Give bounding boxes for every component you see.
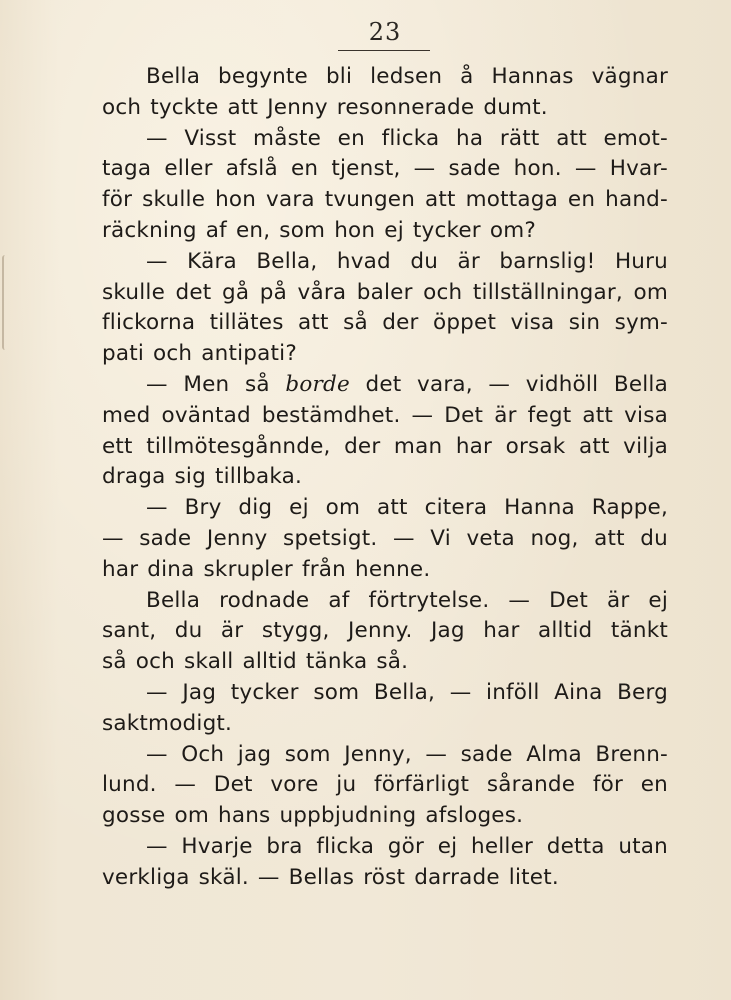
text-line: har dina skrupler från henne. [102, 556, 431, 582]
binding-edge [2, 255, 10, 350]
text-line: sant, du är stygg, Jenny. Jag har alltid tänkt [102, 618, 668, 644]
text-line: — Hvarje bra flicka gör ej heller detta utan [146, 833, 668, 859]
text-line: — Jag tycker som Bella, — inföll Aina Berg [146, 679, 668, 705]
emphasized-word: borde [285, 371, 350, 397]
text-line: — Och jag som Jenny, — sade Alma Brenn- [146, 741, 668, 767]
text-line: och tyckte att Jenny resonnerade dumt. [102, 94, 548, 120]
text-line: med oväntad bestämdhet. — Det är fegt att visa [102, 402, 668, 428]
text-line: flickorna tillätes att så der öppet visa sin sym- [102, 310, 668, 336]
text-line: — Visst måste en flicka ha rätt att emot- [146, 125, 668, 151]
text-line: skulle det gå på våra baler och tillställningar, om [102, 279, 668, 305]
text-line: verkliga skäl. — Bellas röst darrade litet. [102, 864, 559, 890]
text-line: ett tillmötesgånnde, der man har orsak att vilja [102, 433, 668, 459]
page-number-rule [338, 50, 430, 51]
text-line: — sade Jenny spetsigt. — Vi veta nog, att du [102, 525, 668, 551]
text-line [102, 370, 668, 401]
text-line: Bella rodnade af förtrytelse. — Det är ej [146, 587, 668, 613]
page-number: 23 [368, 18, 402, 46]
text-line: draga sig tillbaka. [102, 464, 303, 490]
text-line: Bella begynte bli ledsen å Hannas vägnar [146, 64, 668, 89]
text-fragment: det vara, — vidhöll Bella [349, 371, 668, 397]
text-line: — Bry dig ej om att citera Hanna Rappe, [146, 495, 668, 521]
text-line: — Kära Bella, hvad du är barnslig! Huru [146, 248, 668, 274]
text-fragment: — Men så [146, 371, 286, 397]
text-line: gosse om hans uppbjudning afsloges. [102, 803, 524, 829]
text-line: taga eller afslå en tjenst, — sade hon. — Hvar- [102, 156, 668, 182]
text-line: lund. — Det vore ju förfärligt sårande för en [102, 772, 668, 798]
text-line: så och skall alltid tänka så. [102, 649, 409, 675]
text-line: räckning af en, som hon ej tycker om? [102, 217, 536, 243]
text-line: för skulle hon vara tvungen att mottaga en hand- [102, 187, 668, 213]
text-line: pati och antipati? [102, 341, 297, 367]
body-text [102, 62, 668, 894]
text-line: saktmodigt. [102, 710, 233, 736]
